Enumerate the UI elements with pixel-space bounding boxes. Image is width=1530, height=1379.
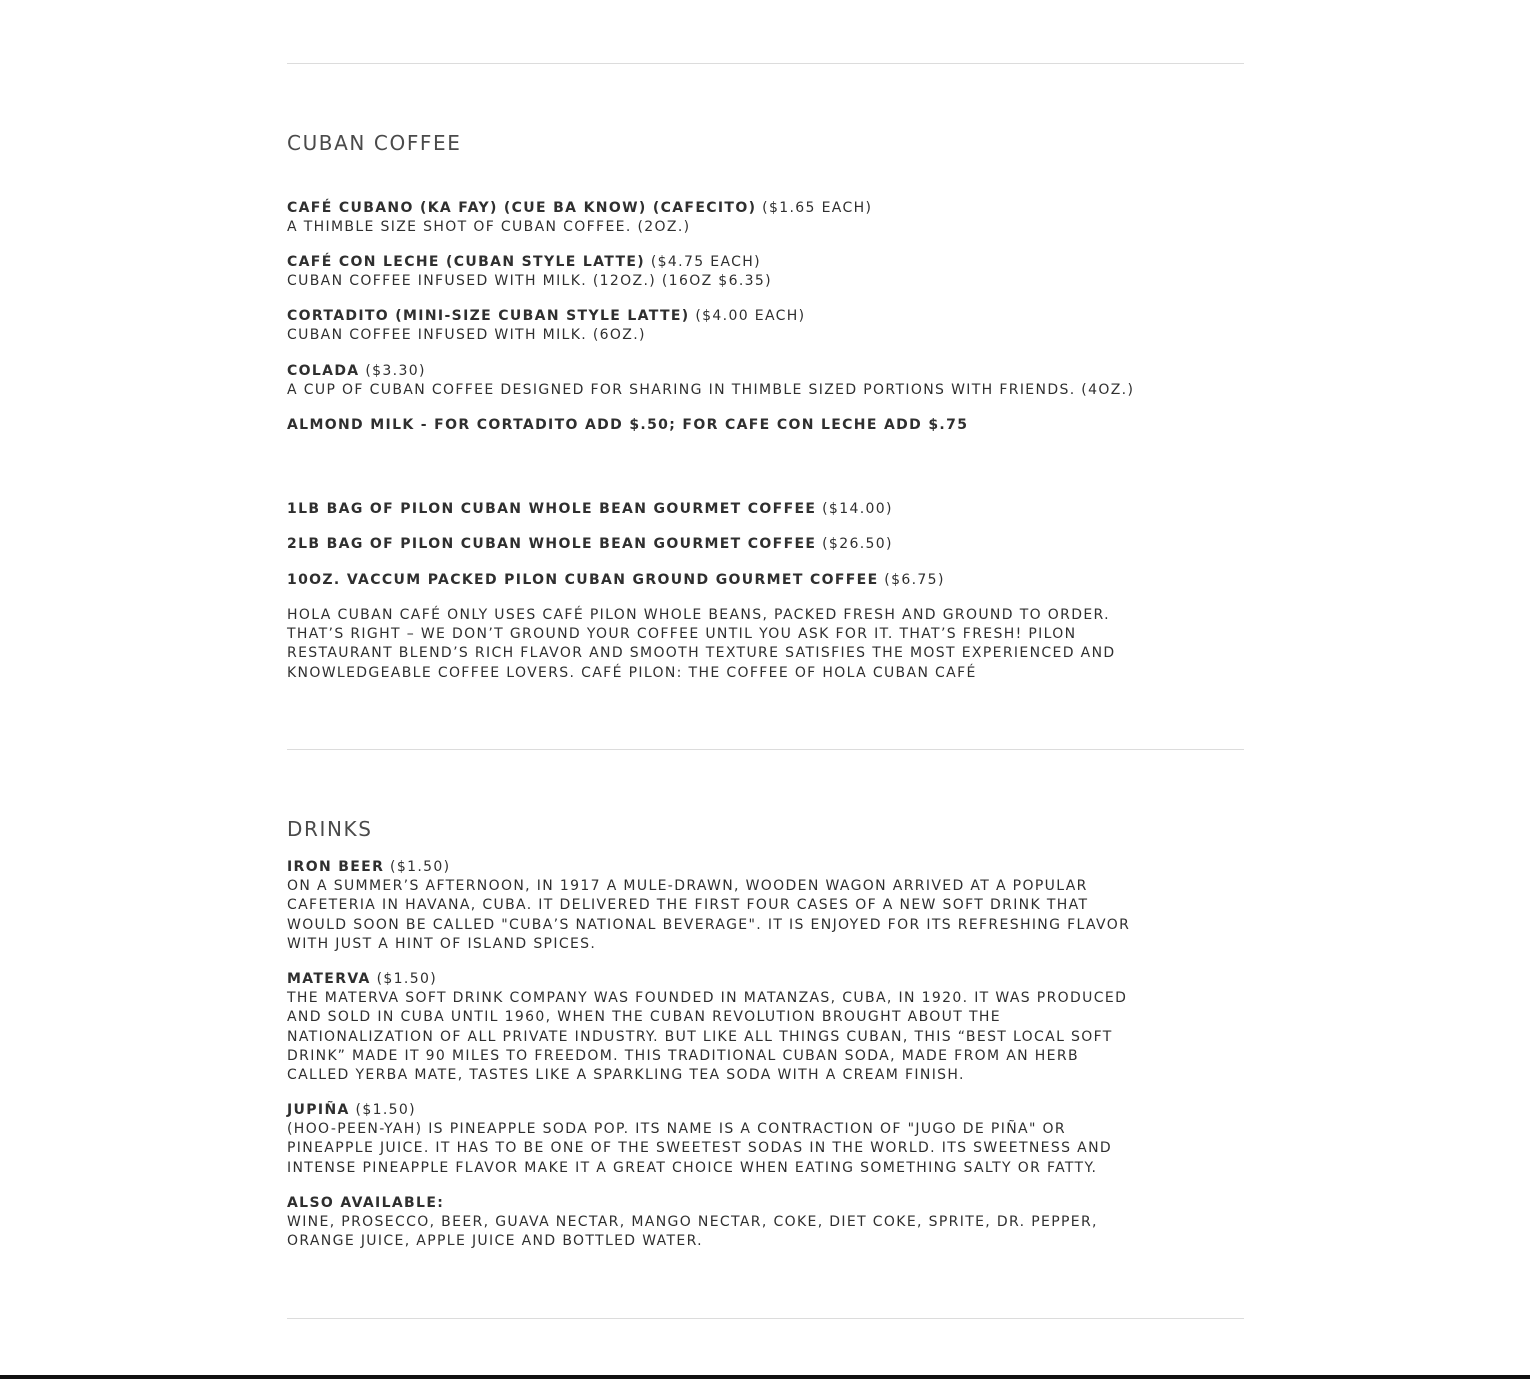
item-price: ($3.30) — [365, 363, 426, 379]
item-price: ($26.50) — [822, 536, 893, 552]
menu-item-cafe-cubano — [287, 199, 1244, 237]
retail-item-10oz-pack — [287, 571, 1244, 590]
item-description-line: WINE, PROSECCO, BEER, GUAVA NECTAR, MANGO NECTAR, COKE, DIET COKE, SPRITE, DR. PEPPER, — [287, 1214, 1098, 1231]
item-description-line: DRINK” MADE IT 90 MILES TO FREEDOM. THIS TRADITIONAL CUBAN SODA, MADE FROM AN HERB — [287, 1047, 1079, 1064]
item-name: JUPIÑA — [287, 1102, 350, 1118]
drink-item-jupina — [287, 1101, 1244, 1178]
almond-milk-note — [287, 416, 1244, 435]
item-description: A THIMBLE SIZE SHOT OF CUBAN COFFEE. (2OZ.) — [287, 219, 691, 236]
retail-item-1lb-bag — [287, 500, 1244, 519]
item-price: ($1.50) — [390, 859, 451, 875]
item-name: CORTADITO (MINI-SIZE CUBAN STYLE LATTE) — [287, 308, 690, 324]
about-line: HOLA CUBAN CAFÉ ONLY USES CAFÉ PILON WHOLE BEANS, PACKED FRESH AND GROUND TO ORDER. — [287, 607, 1110, 623]
section-divider-top — [287, 63, 1244, 64]
item-description-line: ON A SUMMER’S AFTERNOON, IN 1917 A MULE-DRAWN, WOODEN WAGON ARRIVED AT A POPULAR — [287, 878, 1088, 895]
section-divider-middle — [287, 749, 1244, 750]
menu-item-cortadito — [287, 307, 1244, 345]
item-price: ($1.50) — [376, 971, 438, 987]
item-description-line: AND SOLD IN CUBA UNTIL 1960, WHEN THE CUBAN REVOLUTION BROUGHT ABOUT THE — [287, 1009, 1001, 1026]
item-name: CAFÉ CON LECHE (CUBAN STYLE LATTE) — [287, 254, 646, 270]
coffee-about-paragraph — [287, 606, 1244, 683]
item-name: 2LB BAG OF PILON CUBAN WHOLE BEAN GOURMET COFFEE — [287, 536, 817, 552]
drink-item-materva — [287, 970, 1244, 1085]
item-price: ($1.65 EACH) — [762, 200, 873, 216]
item-description-line: THE MATERVA SOFT DRINK COMPANY WAS FOUNDED IN MATANZAS, CUBA, IN 1920. IT WAS PRODUCED — [287, 990, 1128, 1007]
item-description-line: WOULD SOON BE CALLED "CUBA’S NATIONAL BEVERAGE". IT IS ENJOYED FOR ITS REFRESHING FLAVOR — [287, 916, 1131, 933]
item-name: 10OZ. VACCUM PACKED PILON CUBAN GROUND GOURMET COFFEE — [287, 572, 879, 588]
item-description-line: WITH JUST A HINT OF ISLAND SPICES. — [287, 935, 597, 952]
item-description: A CUP OF CUBAN COFFEE DESIGNED FOR SHARING IN THIMBLE SIZED PORTIONS WITH FRIENDS. (4OZ.) — [287, 382, 1135, 399]
item-name: COLADA — [287, 363, 360, 379]
item-name: 1LB BAG OF PILON CUBAN WHOLE BEAN GOURMET COFFEE — [287, 501, 817, 517]
item-description-line: (HOO-PEEN-YAH) IS PINEAPPLE SODA POP. ITS NAME IS A CONTRACTION OF "JUGO DE PIÑA" OR — [287, 1121, 1066, 1138]
cuban-coffee-heading: CUBAN COFFEE — [287, 131, 462, 155]
item-price: ($4.75 EACH) — [650, 254, 761, 270]
drinks-heading: DRINKS — [287, 817, 373, 841]
item-description: CUBAN COFFEE INFUSED WITH MILK. (12OZ.) (16OZ $6.35) — [287, 273, 772, 290]
drink-item-iron-beer — [287, 858, 1244, 954]
item-description-line: NATIONALIZATION OF ALL PRIVATE INDUSTRY. BUT LIKE ALL THINGS CUBAN, THIS “BEST LOCAL SOFT — [287, 1028, 1113, 1045]
item-name: IRON BEER — [287, 859, 385, 875]
about-line: THAT’S RIGHT – WE DON’T GROUND YOUR COFFEE UNTIL YOU ASK FOR IT. THAT’S FRESH! PILON — [287, 626, 1077, 643]
drink-item-also-available — [287, 1194, 1244, 1252]
item-price: ($14.00) — [822, 501, 893, 517]
menu-item-cafe-con-leche — [287, 253, 1244, 291]
item-price: ($4.00 EACH) — [695, 308, 806, 324]
retail-item-2lb-bag — [287, 535, 1244, 554]
item-description-line: CALLED YERBA MATE, TASTES LIKE A SPARKLING TEA SODA WITH A CREAM FINISH. — [287, 1067, 965, 1084]
item-description-line: CAFETERIA IN HAVANA, CUBA. IT DELIVERED THE FIRST FOUR CASES OF A NEW SOFT DRINK THAT — [287, 897, 1089, 914]
item-name: CAFÉ CUBANO (KA FAY) (CUE BA KNOW) (CAFECITO) — [287, 200, 757, 216]
about-line: RESTAURANT BLEND’S RICH FLAVOR AND SMOOTH TEXTURE SATISFIES THE MOST EXPERIENCED AND — [287, 645, 1116, 662]
item-description-line: PINEAPPLE JUICE. IT HAS TO BE ONE OF THE SWEETEST SODAS IN THE WORLD. ITS SWEETNESS AND — [287, 1140, 1113, 1157]
section-divider-bottom — [287, 1318, 1244, 1319]
item-price: ($1.50) — [355, 1102, 416, 1118]
about-line: KNOWLEDGEABLE COFFEE LOVERS. CAFÉ PILON: THE COFFEE OF HOLA CUBAN CAFÉ — [287, 664, 977, 681]
item-name: MATERVA — [287, 971, 371, 987]
menu-item-colada — [287, 362, 1244, 400]
item-description-line: INTENSE PINEAPPLE FLAVOR MAKE IT A GREAT CHOICE WHEN EATING SOMETHING SALTY OR FATTY. — [287, 1159, 1098, 1176]
item-description: CUBAN COFFEE INFUSED WITH MILK. (6OZ.) — [287, 327, 646, 344]
almond-milk-text: ALMOND MILK - FOR CORTADITO ADD $.50; FOR CAFE CON LECHE ADD $.75 — [287, 417, 969, 433]
item-price: ($6.75) — [884, 572, 945, 588]
footer-bar — [0, 1375, 1530, 1379]
item-description-line: ORANGE JUICE, APPLE JUICE AND BOTTLED WATER. — [287, 1233, 703, 1250]
item-name: ALSO AVAILABLE: — [287, 1195, 445, 1211]
